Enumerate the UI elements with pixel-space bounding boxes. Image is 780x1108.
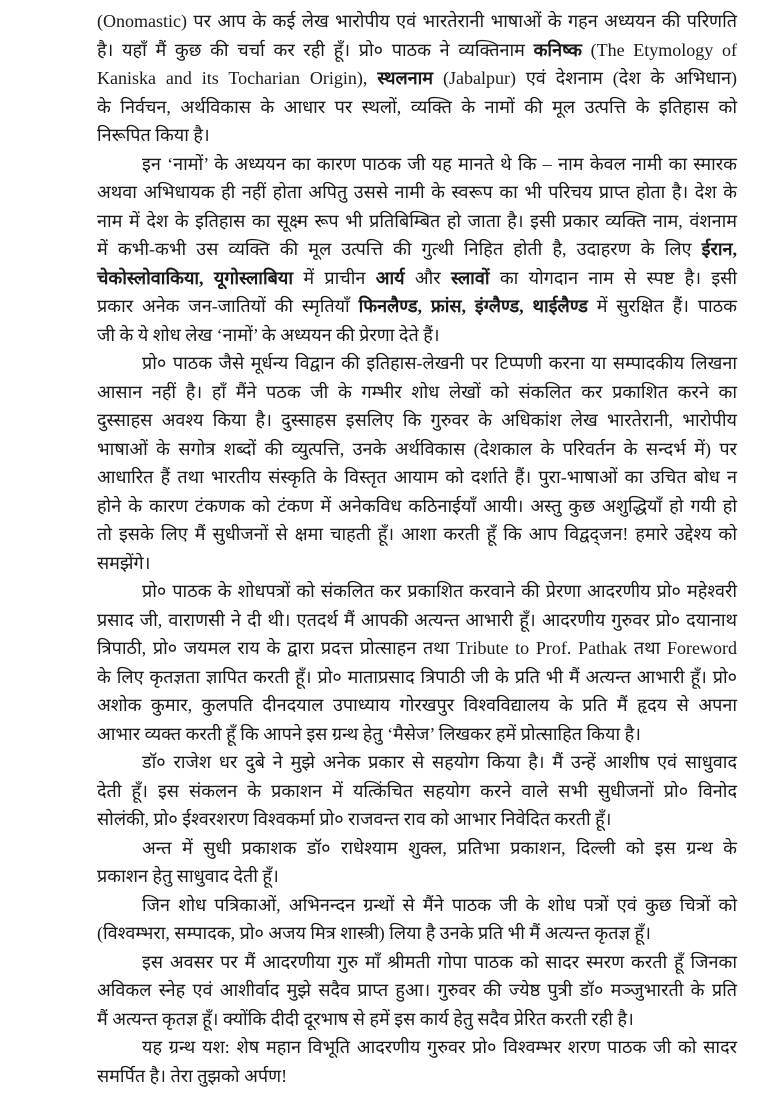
text-run: समर्पित है। तेरा तुझको अर्पण! (97, 1065, 288, 1086)
text-line (142, 748, 737, 777)
text-run: होने के कारण टंकणक को टंकण में अनेकविध कठिनाईयाँ आयी। अस्तु कुछ अशुद्धियाँ हो गयी हो (97, 495, 737, 516)
text-line (142, 349, 737, 378)
bold-term: चेकोस्लोवाकिया, यूगोस्लाबिया (97, 267, 294, 288)
text-run: जी के ये शोध लेख ‘नामों’ के अध्ययन की प्रेरणा देते हैं। (97, 324, 440, 345)
text-run: प्रसाद जी, वाराणसी ने दी थी। एतदर्थ मैं आपकी अत्यन्त आभारी हूँ। आदरणीय गुरुवर प्रो० दयानाथ (97, 609, 737, 630)
text-line (97, 264, 737, 293)
paragraph (97, 748, 737, 834)
text-run: भाषाओं के सगोत्र शब्दों की व्युत्पत्ति, उनके अर्थविकास (देशकाल के परिवर्तन के सन्दर्भ में) पर (97, 438, 737, 459)
text-run: प्रो० पाठक के शोधपत्रों को संकलित कर प्रकाशित करवाने की प्रेरणा आदरणीय प्रो० महेश्वरी (142, 581, 737, 601)
paragraph (97, 891, 737, 948)
text-run: में प्राचीन (293, 267, 376, 288)
text-run: जिन शोध पत्रिकाओं, अभिनन्दन ग्रन्थों से मैंने पाठक जी के शोध पत्रों एवं कुछ चित्रों को (142, 894, 737, 915)
bold-term: स्लावों (450, 267, 490, 288)
text-line (142, 150, 737, 179)
text-line (97, 492, 737, 521)
text-line (97, 292, 737, 321)
text-line (97, 121, 737, 150)
text-line (142, 834, 737, 863)
text-run: के निर्वचन, अर्थविकास के आधार पर स्थलों, व्यक्ति के नामों की मूल उत्पत्ति के इतिहास को (97, 96, 737, 117)
text-line (97, 862, 737, 891)
paragraph (97, 150, 737, 350)
text-line (97, 36, 737, 65)
text-line (97, 720, 737, 749)
text-run: का योगदान नाम से स्पष्ट है। इसी (489, 267, 738, 288)
text-line (97, 93, 737, 122)
text-line (142, 948, 737, 977)
paragraph (97, 577, 737, 748)
text-line (97, 520, 737, 549)
text-line (142, 1033, 737, 1062)
text-run: आभार व्यक्त करती हूँ कि आपने इस ग्रन्थ हेतु ‘मैसेज’ लिखकर हमें प्रोत्साहित किया है। (97, 723, 641, 744)
text-run: अथवा अभिधायक ही नहीं होता अपितु उससे नामी के स्वरूप का भी परिचय प्राप्त होता है। देश के (97, 182, 737, 202)
text-line (97, 976, 737, 1005)
text-run: है। यहाँ मैं कुछ की चर्चा कर रही हूँ। प्रो० पाठक ने व्यक्तिनाम (97, 39, 534, 60)
text-line (97, 435, 737, 464)
text-line (97, 1005, 737, 1034)
text-line (97, 1062, 737, 1091)
text-run: प्रकाशन हेतु साधुवाद देती हूँ। (97, 866, 279, 886)
text-run: देती हूँ। इस संकलन के प्रकाशन में यत्किंचित सहयोग करने वाले सभी सुधीजनों प्रो० विनोद (97, 780, 737, 801)
text-line (97, 378, 737, 407)
text-line (97, 663, 737, 692)
paragraph (97, 834, 737, 891)
text-run: तो इसके लिए मैं सुधीजनों से क्षमा चाहती हूँ। आशा करती हूँ कि आप विद्वद्जन! हमारे उद्देश्य को (97, 524, 737, 544)
text-run: सोलंकी, प्रो० ईश्वरशरण विश्वकर्मा प्रो० राजवन्त राव को आभार निवेदित करती हूँ। (97, 809, 612, 829)
paragraph (97, 1033, 737, 1090)
text-run: आधारित हैं तथा भारतीय संस्कृति के विस्तृत आयाम को दर्शाते हैं। पुरा-भाषाओं का उचित बोध न (97, 467, 737, 487)
text-line (97, 634, 737, 663)
text-line (142, 891, 737, 920)
bold-term: फिनलैण्ड, फ्रांस, इंग्लैण्ड, थाईलैण्ड (358, 296, 588, 316)
text-line (97, 406, 737, 435)
text-run: त्रिपाठी, प्रो० जयमल राय के द्वारा प्रदत्त प्रोत्साहन तथा Tribute to Prof. Pathak तथा Foreword (97, 638, 737, 658)
text-run: अविकल स्नेह एवं आशीर्वाद मुझे सदैव प्राप्त हुआ। गुरुवर की ज्येष्ठ पुत्री डॉ० मञ्जुभारती के प्रति (97, 980, 737, 1000)
text-line (97, 7, 737, 36)
bold-term: आर्य (375, 267, 405, 288)
paragraph (97, 948, 737, 1034)
text-run: दुस्साहस अवश्य किया है। दुस्साहस इसलिए कि गुरुवर के अधिकांश लेख भारतेरानी, भारोपीय (97, 410, 737, 430)
text-run: (Jabalpur) एवं देशनाम (देश के अभिधान) (433, 68, 737, 88)
text-run: डॉ० राजेश धर दुबे ने मुझे अनेक प्रकार से सहयोग किया है। मैं उन्हें आशीष एवं साधुवाद (142, 752, 737, 772)
bold-term: ईरान, (701, 239, 737, 259)
text-line (97, 463, 737, 492)
text-run: यह ग्रन्थ यश: शेष महान विभूति आदरणीय गुरुवर प्रो० विश्वम्भर शरण पाठक जी को सादर (142, 1037, 737, 1057)
text-run: निरूपित किया है। (97, 125, 210, 145)
text-line (97, 919, 737, 948)
text-run: और (404, 267, 451, 288)
text-run: (विश्वम्भरा, सम्पादक, प्रो० अजय मित्र शास्त्री) लिया है उनके प्रति भी मैं अत्यन्त कृतज्ञ हूँ। (97, 923, 651, 943)
text-run: आसान नहीं है। हाँ मैंने पठक जी के गम्भीर शोध लेखों को संकलित कर प्रकाशित करने का (97, 381, 737, 402)
paragraph (97, 349, 737, 577)
text-run: के लिए कृतज्ञता ज्ञापित करती हूँ। प्रो० माताप्रसाद त्रिपाठी जी के प्रति भी मैं अत्यन्त आभारी हूँ। प्रो० (97, 666, 737, 687)
text-line (97, 321, 737, 350)
bold-term: स्थलनाम (377, 68, 434, 88)
text-line (97, 549, 737, 578)
text-run: प्रो० पाठक जैसे मूर्धन्य विद्वान की इतिहास-लेखनी पर टिप्पणी करना या सम्पादकीय लिखना (142, 353, 737, 373)
text-run: में कभी-कभी उस व्यक्ति की मूल उत्पत्ति की गुत्थी निहित होती है, उदाहरण के लिए (97, 239, 702, 259)
text-run: समझेंगे। (97, 552, 151, 573)
text-run: इस अवसर पर मैं आदरणीया गुरु माँ श्रीमती गोपा पाठक को सादर स्मरण करती हूँ जिनका (142, 951, 737, 972)
text-line (97, 64, 737, 93)
text-run: इन ‘नामों’ के अध्ययन का कारण पाठक जी यह मानते थे कि – नाम केवल नामी का स्मारक (142, 153, 737, 174)
text-run: अन्त में सुधी प्रकाशक डॉ० राधेश्याम शुक्ल, प्रतिभा प्रकाशन, दिल्ली को इस ग्रन्थ के (142, 837, 737, 858)
text-line (142, 577, 737, 606)
text-run: प्रकार अनेक जन-जातियों की स्मृतियाँ (97, 296, 359, 316)
text-line (97, 178, 737, 207)
text-line (97, 235, 737, 264)
paragraph (97, 7, 737, 150)
text-run: Kaniska and its Tocharian Origin), (97, 68, 378, 88)
text-line (97, 606, 737, 635)
text-run: नाम में देश के इतिहास का सूक्ष्म रूप भी प्रतिबिम्बित हो जाता है। इसी प्रकार व्यक्ति नाम, वंशनाम (97, 210, 737, 231)
text-run: मैं अत्यन्त कृतज्ञ हूँ। क्योंकि दीदी दूरभाष से हमें इस कार्य हेतु सदैव प्रेरित करती रही है। (97, 1008, 634, 1029)
text-line (97, 207, 737, 236)
bold-term: कनिष्क (533, 39, 582, 60)
text-line (97, 777, 737, 806)
text-run: में सुरक्षित हैं। पाठक (587, 296, 737, 316)
text-run: अशोक कुमार, कुलपति दीनदयाल उपाध्याय गोरखपुर विश्वविद्यालय के प्रति मैं हृदय से अपना (97, 695, 737, 715)
text-run: (Onomastic) पर आप के कई लेख भारोपीय एवं भारतेरानी भाषाओं के गहन अध्ययन की परिणति (97, 11, 737, 31)
text-line (97, 691, 737, 720)
document-page (97, 7, 737, 1090)
text-run: (The Etymology of (581, 39, 737, 60)
text-line (97, 805, 737, 834)
